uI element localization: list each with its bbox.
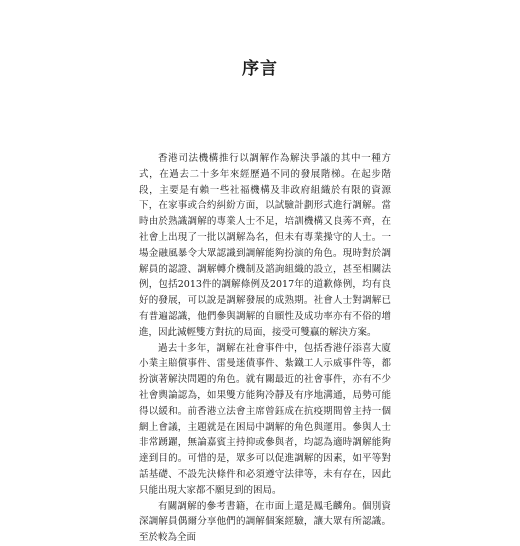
paragraph: 過去十多年，調解在社會事件中，包括香港仔添喜大廈小業主賠償事件、雷曼迷債事件、紮鐵工人示威事件等，都扮演著解決問題的角色。就有關最近的社會事件，亦有不少社會輿論認為，如果雙方能夠冷靜及有序地溝通，局勢可能得以緩和。前香港立法會主席曾鈺成在抗疫期間曾主持一個網上會議，主題就是在困局中調解的角色與運用。參與人士非常踴躍，無論嘉賓主持抑或參與者，均認為適時調解能夠達到目的。可惜的是，眾多可以促進調解的因素，如平等對話基礎、不設先決條件和必須遵守法律等，未有存在，因此只能出現大家都不願見到的困局。 bbox=[139, 342, 391, 496]
body-text bbox=[139, 151, 391, 546]
paragraph: 有關調解的參考書籍，在市面上還是鳳毛麟角。個別資深調解員偶爾分享他們的調解個案經驗，讓大眾有所認識。至於較為全面 bbox=[139, 500, 391, 544]
paragraph: 香港司法機構推行以調解作為解決爭議的其中一種方式，在過去二十多年來經歷過不同的發展階梯。在起步階段，主要是有賴一些社福機構及非政府組織於有限的資源下，在家事或合約糾紛方面，以試驗計劃形式進行調解。當時由於熟識調解的專業人士不足，培訓機構又良莠不齊，在社會上出現了一批以調解為名，但未有專業操守的人士。一場金融風暴令大眾認識到調解能夠扮演的角色。現時對於調解員的認證、調解轉介機制及諮詢組織的設立，甚至相關法例，包括2013件的調解條例及2017年的道歉條例，均有良好的發展，可以說是調解發展的成熟期。社會人士對調解已有普遍認識，他們參與調解的自願性及成功率亦有不俗的增進，因此減輕雙方對抗的局面，接受可雙贏的解決方案。 bbox=[139, 153, 391, 338]
page-title: 序言 bbox=[242, 59, 278, 79]
